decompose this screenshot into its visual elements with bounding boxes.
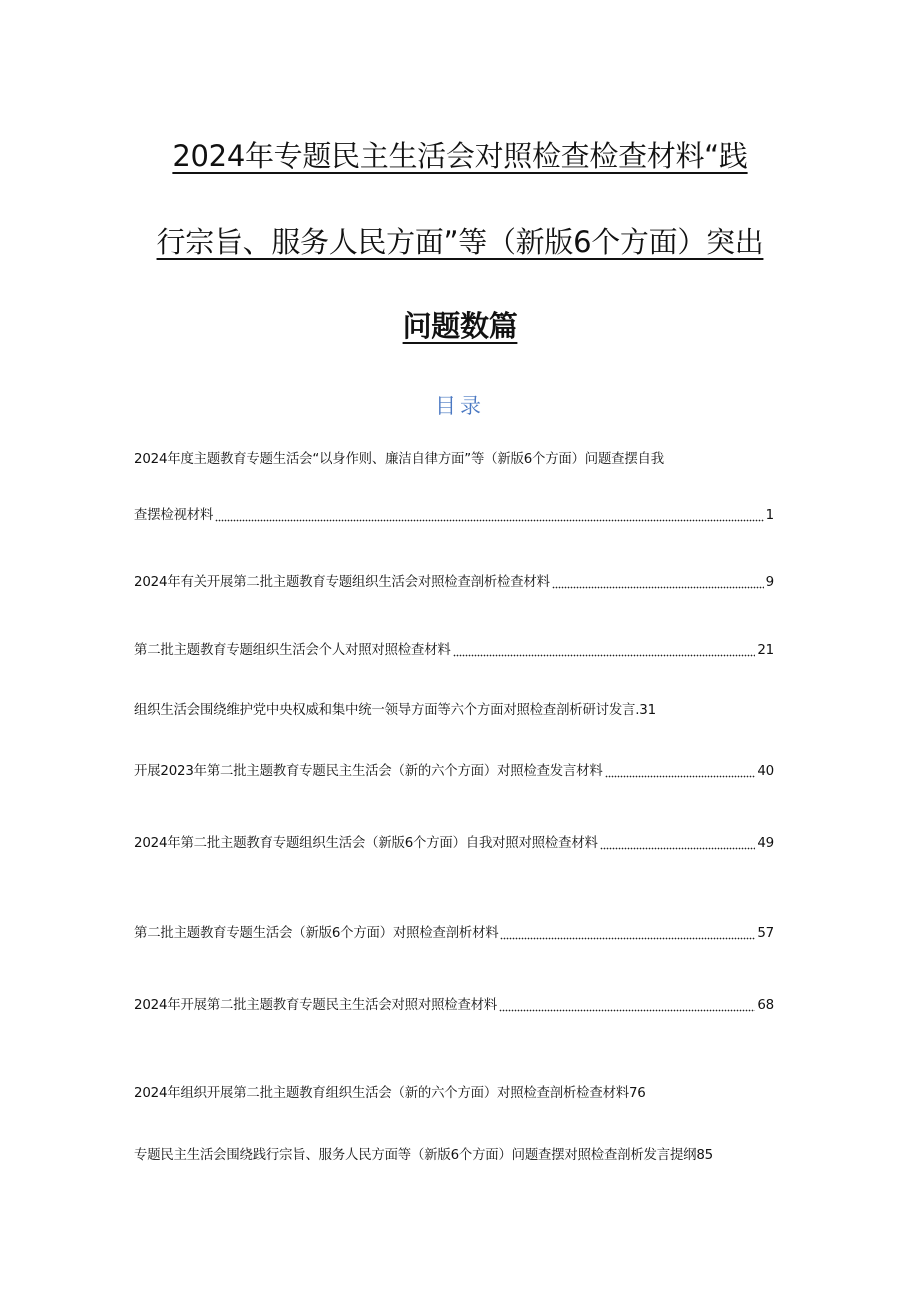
toc-entry[interactable]	[134, 573, 774, 593]
toc-entry-label: 查摆检视材料	[134, 508, 214, 523]
toc-entry[interactable]	[134, 450, 774, 470]
toc-entry-label: 开展2023年第二批主题教育专题民主生活会（新的六个方面）对照检查发言材料	[134, 764, 603, 779]
toc-entry-page: 68	[757, 998, 774, 1013]
toc-entry[interactable]	[134, 701, 774, 721]
document-title-line-3: 问题数篇	[402, 309, 518, 343]
toc-leader-dots	[605, 775, 756, 778]
toc-entry-label: 组织生活会围绕维护党中央权威和集中统一领导方面等六个方面对照检查剖析研讨发言.31	[134, 703, 656, 718]
toc-entry-page: 49	[757, 836, 774, 851]
toc-entry[interactable]	[134, 996, 774, 1016]
toc-entry[interactable]	[134, 641, 774, 661]
toc-entry[interactable]	[134, 924, 774, 944]
document-title-line-2: 行宗旨、服务人民方面”等（新版6个方面）突出	[156, 225, 764, 259]
toc-entry-label: 2024年有关开展第二批主题教育专题组织生活会对照检查剖析检查材料	[134, 575, 550, 590]
toc-entry-label: 2024年第二批主题教育专题组织生活会（新版6个方面）自我对照对照检查材料	[134, 836, 598, 851]
toc-entry-page: 1	[765, 508, 774, 523]
toc-leader-dots	[500, 937, 755, 940]
toc-leader-dots	[499, 1009, 755, 1012]
toc-entry[interactable]	[134, 834, 774, 854]
toc-entry-page: 9	[765, 575, 774, 590]
toc-leader-dots	[215, 519, 764, 522]
toc-entry-label: 第二批主题教育专题生活会（新版6个方面）对照检查剖析材料	[134, 926, 499, 941]
toc-leader-dots	[600, 847, 756, 850]
toc-entry[interactable]	[134, 506, 774, 526]
toc-heading: 目录	[435, 394, 485, 418]
toc-entry[interactable]	[134, 762, 774, 782]
toc-leader-dots	[552, 586, 764, 589]
toc-entry-label: 专题民主生活会围绕践行宗旨、服务人民方面等（新版6个方面）问题查摆对照检查剖析发言提纲85	[134, 1148, 713, 1163]
document-title-line-1: 2024年专题民主生活会对照检查检查材料“践	[172, 139, 748, 173]
toc-entry-label: 第二批主题教育专题组织生活会个人对照对照检查材料	[134, 643, 451, 658]
toc-entry[interactable]	[134, 1146, 774, 1166]
toc-entry-page: 40	[757, 764, 774, 779]
toc-entry-page: 21	[757, 643, 774, 658]
toc-entry-page: 57	[757, 926, 774, 941]
toc-entry-label: 2024年开展第二批主题教育专题民主生活会对照对照检查材料	[134, 998, 498, 1013]
toc-entry-label: 2024年组织开展第二批主题教育组织生活会（新的六个方面）对照检查剖析检查材料76	[134, 1086, 646, 1101]
toc-leader-dots	[453, 654, 756, 657]
toc-entry[interactable]	[134, 1084, 774, 1104]
toc-entry-label: 2024年度主题教育专题生活会“以身作则、廉洁自律方面”等（新版6个方面）问题查摆自我	[134, 452, 664, 467]
